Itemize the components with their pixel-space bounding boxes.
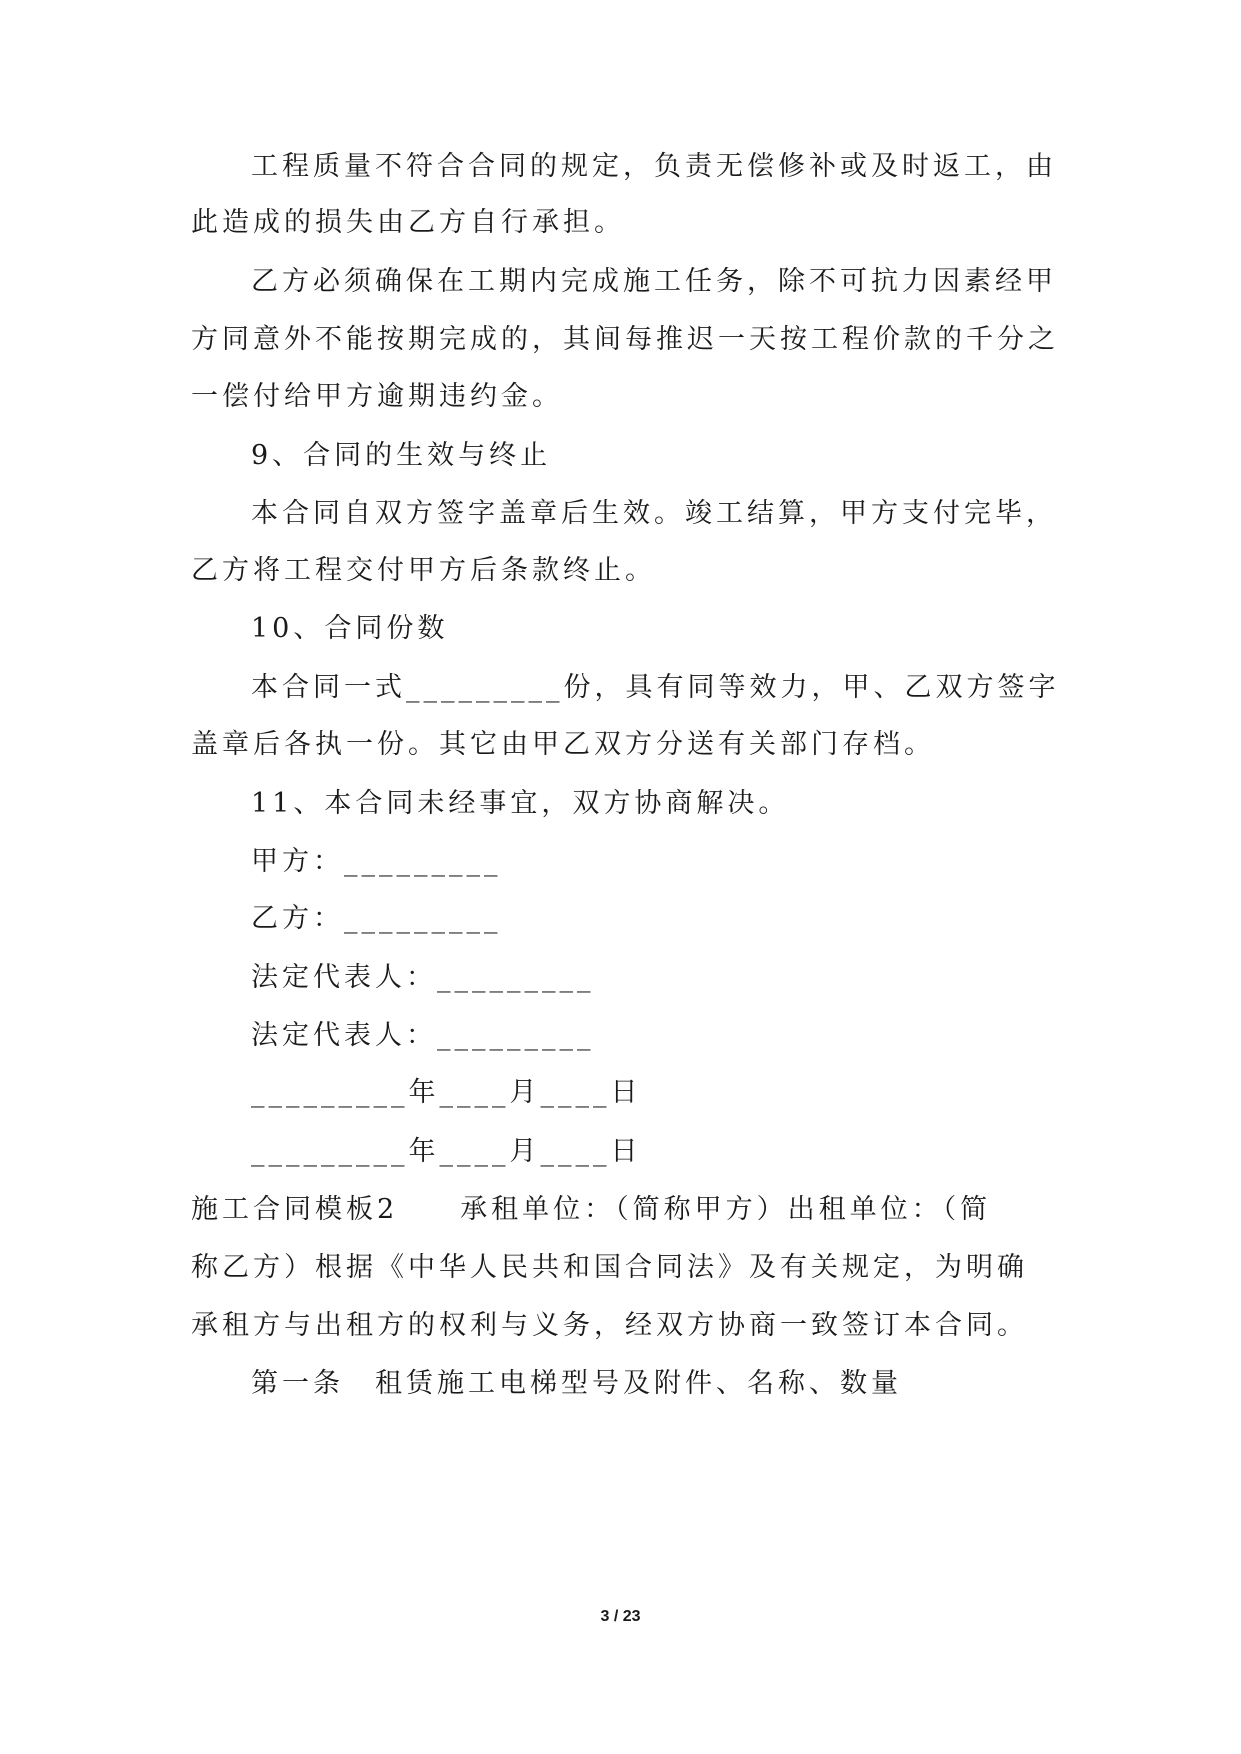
section-heading: 9、合同的生效与终止	[251, 440, 552, 471]
text-line: 称乙方）根据《中华人民共和国合同法》及有关规定，为明确	[191, 1252, 1028, 1283]
text-line: 盖章后各执一份。其它由甲乙双方分送有关部门存档。	[191, 729, 935, 760]
text-line: 本合同一式_________份，具有同等效力，甲、乙双方签字	[251, 672, 1060, 703]
text-line: 乙方必须确保在工期内完成施工任务，除不可抗力因素经甲	[251, 266, 1057, 297]
page-number: 3 / 23	[600, 1608, 641, 1625]
date-line-a: _________年____月____日	[251, 1077, 642, 1108]
text-line: 一偿付给甲方逾期违约金。	[191, 381, 563, 412]
text-line: 方同意外不能按期完成的，其间每推迟一天按工程价款的千分之	[191, 324, 1059, 355]
section-heading: 10、合同份数	[251, 613, 449, 644]
text-line: 乙方将工程交付甲方后条款终止。	[191, 555, 656, 586]
date-line-b: _________年____月____日	[251, 1136, 642, 1167]
text-line: 施工合同模板2 承租单位：（简称甲方）出租单位：（简	[191, 1194, 992, 1225]
signature-party-b: 乙方：_________	[251, 903, 502, 934]
text-line: 此造成的损失由乙方自行承担。	[191, 207, 625, 238]
section-heading: 第一条 租赁施工电梯型号及附件、名称、数量	[251, 1368, 902, 1399]
legal-representative-a: 法定代表人：_________	[251, 962, 595, 993]
text-line: 承租方与出租方的权利与义务，经双方协商一致签订本合同。	[191, 1310, 1028, 1341]
section-heading: 11、本合同未经事宜，双方协商解决。	[251, 788, 790, 819]
text-line: 本合同自双方签字盖章后生效。竣工结算，甲方支付完毕，	[251, 498, 1057, 529]
text-line: 工程质量不符合合同的规定，负责无偿修补或及时返工，由	[251, 151, 1057, 182]
legal-representative-b: 法定代表人：_________	[251, 1020, 595, 1051]
signature-party-a: 甲方：_________	[251, 846, 502, 877]
